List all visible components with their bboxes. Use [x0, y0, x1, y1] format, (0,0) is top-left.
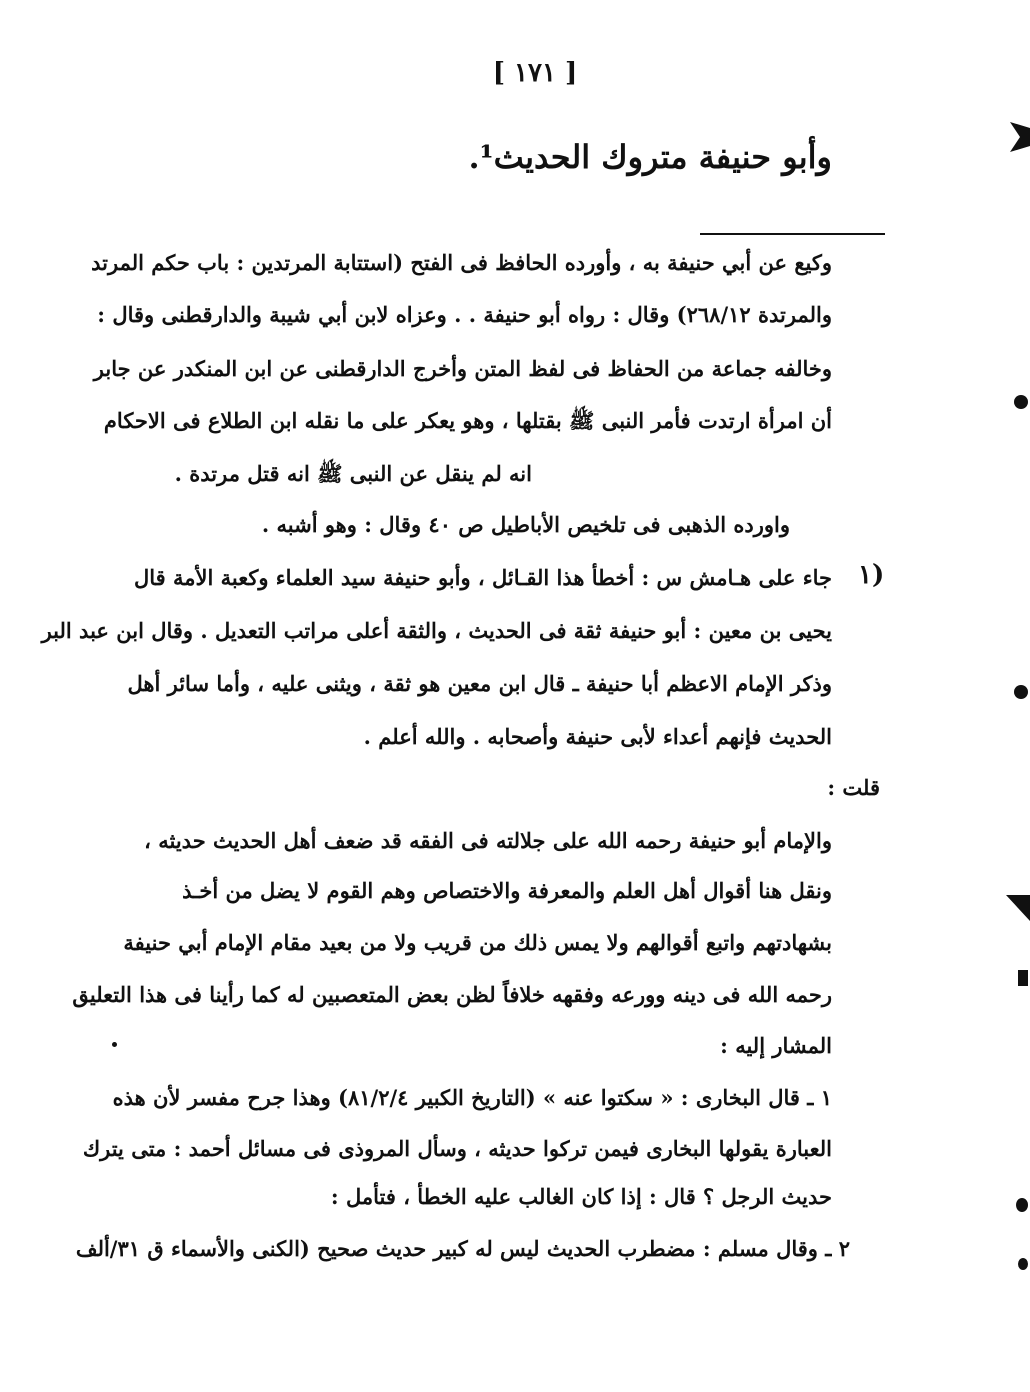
page-number: [ ١٧١ ] — [492, 58, 578, 88]
commentary-line: رحمه الله فى دينه وورعه وفقهه خلافاً لظن بعض المتعصبين له كما رأينا فى هذا التعليق — [72, 982, 832, 1007]
scan-mark — [1010, 122, 1030, 152]
footnote-line: الحديث فإنهم أعداء لأبى حنيفة وأصحابه . والله أعلم . — [363, 724, 832, 749]
footnote-line: والمرتدة ٢٦٨/١٢) وقال : رواه أبو حنيفة . . وعزاه لابن أبي شيبة والدارقطنى وقال : — [97, 302, 832, 327]
commentary-line: المشار إليه : — [720, 1033, 832, 1058]
scan-mark — [1016, 1198, 1028, 1212]
footnote-line: انه لم ينقل عن النبى ﷺ انه قتل مرتدة . — [174, 461, 532, 486]
scan-mark — [112, 1042, 117, 1047]
footnote-line: واورده الذهبى فى تلخيص الأباطيل ص ٤٠ وقال : وهو أشبه . — [261, 512, 790, 537]
footnote-line: جاء على هـامش س : أخطأ هذا القـائل ، وأبو حنيفة سيد العلماء وكعبة الأمة قال — [133, 565, 832, 590]
scan-mark — [1014, 685, 1028, 699]
critique-line: ٢ ـ وقال مسلم : مضطرب الحديث ليس له كبير حديث صحيح (الكنى والأسماء ق ٣١/ألف — [75, 1236, 850, 1261]
critique-line: ١ ـ قال البخارى : « سكتوا عنه » (التاريخ الكبير ٨١/٢/٤) وهذا جرح مفسر لأن هذه — [112, 1085, 832, 1110]
commentary-line: والإمام أبو حنيفة رحمه الله على جلالته فى الفقه قد ضعف أهل الحديث حديثه ، — [144, 828, 832, 853]
footnote-number: ١) — [858, 560, 885, 590]
footnote-divider — [700, 233, 885, 235]
scan-mark — [1014, 395, 1028, 409]
critique-line: حديث الرجل ؟ قال : إذا كان الغالب عليه الخطأ ، فتأمل : — [330, 1184, 832, 1209]
commentary-line: ونقل هنا أقوال أهل العلم والمعرفة والاختصاص وهم القوم لا يضل من أخـذ — [182, 878, 832, 903]
footnote-line: وكيع عن أبي حنيفة به ، وأورده الحافظ فى الفتح (استتابة المرتدين : باب حكم المرتد — [91, 250, 832, 275]
critique-line: العبارة يقولها البخارى فيمن تركوا حديثه ، وسأل المروذى فى مسائل أحمد : متى يترك — [82, 1136, 832, 1161]
footnote-line: أن امرأة ارتدت فأمر النبى ﷺ بقتلها ، وهو يعكر على ما نقله ابن الطلاع فى الاحكام — [103, 408, 832, 433]
footnote-line: وذكر الإمام الاعظم أبا حنيفة ـ قال ابن معين هو ثقة ، ويثنى عليه ، وأما سائر أهل — [127, 671, 832, 696]
commentary-line: بشهادتهم واتبع أقوالهم ولا يمس ذلك من قريب ولا من بعيد مقام الإمام أبي حنيفة — [123, 930, 832, 955]
scan-mark — [1018, 1258, 1028, 1270]
footnote-line: يحيى بن معين : أبو حنيفة ثقة فى الحديث ، والثقة أعلى مراتب التعديل . وقال ابن عبد البر — [41, 618, 832, 643]
scan-mark — [1018, 970, 1028, 986]
qultu-label: قلت : — [827, 775, 880, 800]
scan-mark — [1006, 895, 1030, 921]
main-text: وأبو حنيفة متروك الحديث¹. — [468, 138, 832, 176]
footnote-line: وخالفه جماعة من الحفاظ فى لفظ المتن وأخرج الدارقطنى عن ابن المنكدر عن جابر — [93, 356, 832, 381]
